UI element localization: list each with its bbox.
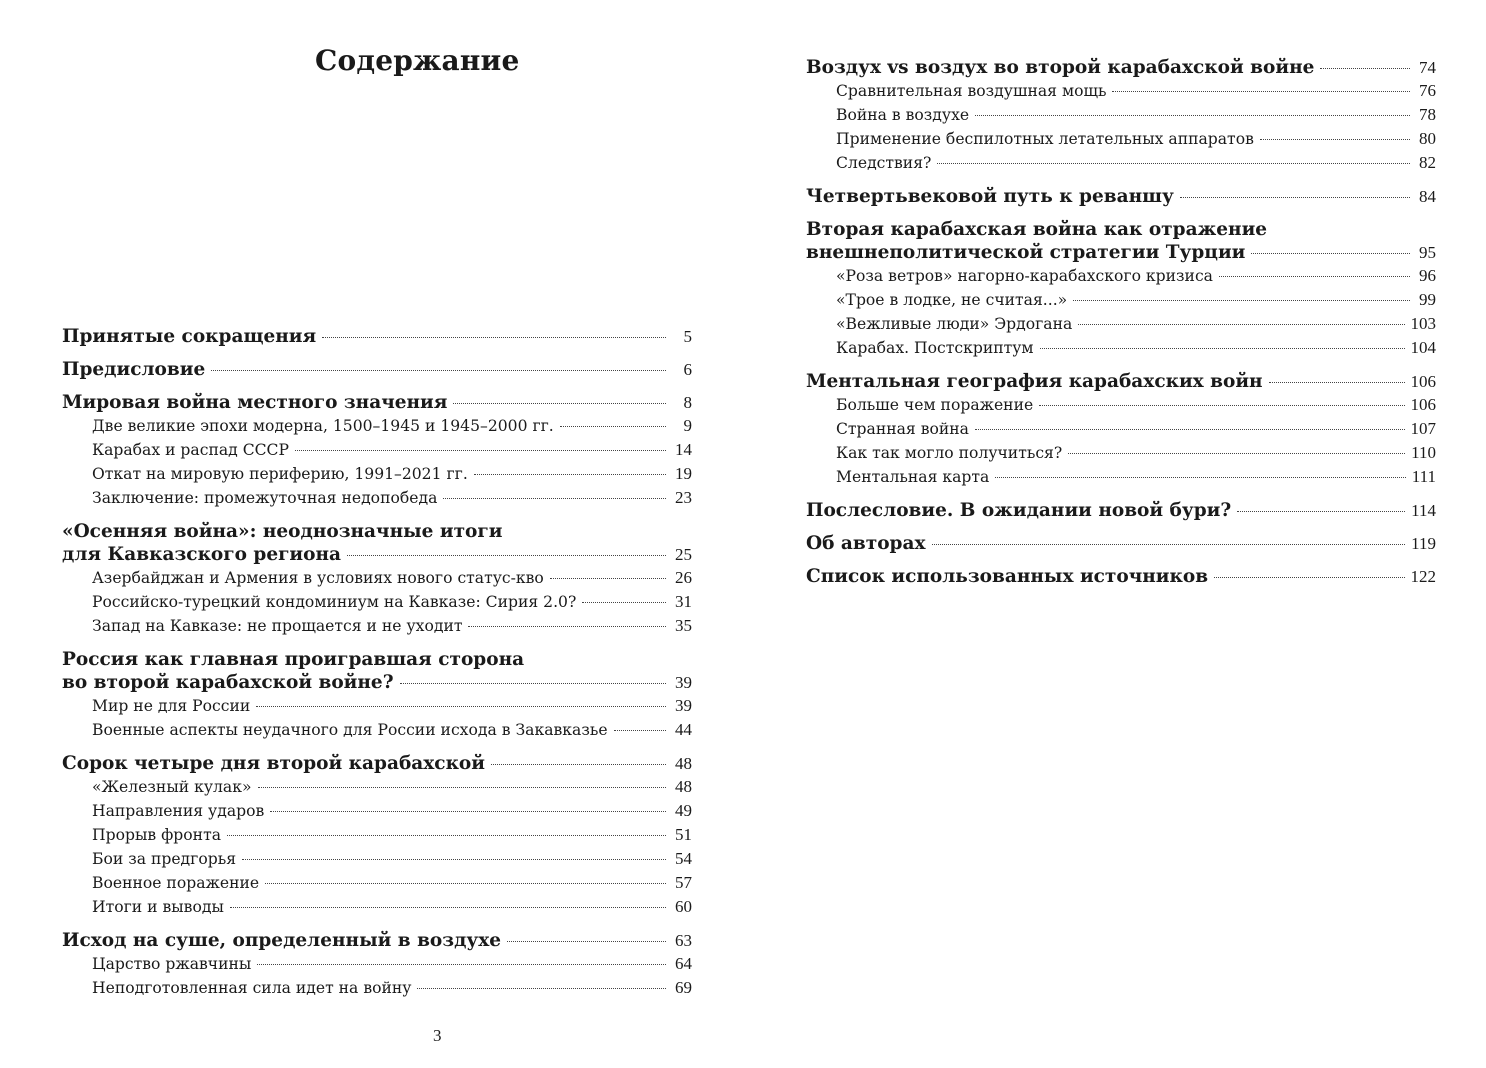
page-title: Содержание [315, 44, 520, 77]
dot-leader [1112, 91, 1410, 92]
toc-section-entry[interactable] [806, 393, 1436, 417]
toc-entry-title: Война в воздухе [836, 106, 970, 124]
toc-entry-title: Об авторах [806, 533, 926, 554]
toc-section-entry[interactable] [62, 566, 692, 590]
dot-leader [582, 602, 666, 603]
toc-entry-page: 99 [1419, 290, 1436, 309]
toc-section-entry[interactable] [62, 462, 692, 486]
toc-section-entry[interactable] [806, 264, 1436, 288]
dot-leader [932, 544, 1406, 545]
toc-entry-page: 54 [675, 849, 692, 868]
toc-chapter-title-line: Россия как главная проигравшая сторона [62, 649, 525, 670]
toc-chapter-entry[interactable] [62, 671, 692, 694]
toc-entry-page: 106 [1410, 372, 1436, 391]
dot-leader [614, 730, 666, 731]
toc-entry-title: Мир не для России [92, 697, 251, 715]
table-of-contents-right [806, 56, 1436, 588]
toc-chapter-entry[interactable] [62, 752, 692, 775]
toc-entry-page: 31 [675, 592, 692, 611]
toc-chapter-entry[interactable] [806, 370, 1436, 393]
toc-entry-page: 76 [1419, 81, 1436, 100]
toc-chapter-title-line: «Осенняя война»: неоднозначные итоги [62, 521, 503, 542]
toc-entry-title: Как так могло получиться? [836, 444, 1063, 462]
toc-entry-page: 64 [675, 954, 692, 973]
dot-leader [295, 450, 666, 451]
dot-leader [468, 626, 666, 627]
toc-section-entry[interactable] [806, 79, 1436, 103]
toc-entry-title: Странная война [836, 420, 969, 438]
toc-entry-page: 84 [1419, 187, 1436, 206]
dot-leader [1237, 511, 1405, 512]
toc-entry-title: во второй карабахской войне? [62, 672, 394, 693]
toc-entry-title: внешнеполитической стратегии Турции [806, 242, 1246, 263]
toc-entry-page: 44 [675, 720, 692, 739]
dot-leader [443, 498, 666, 499]
dot-leader [1068, 453, 1405, 454]
toc-chapter-title-line: Вторая карабахская война как отражение [806, 219, 1268, 240]
toc-entry-title: Азербайджан и Армения в условиях нового статус-кво [92, 569, 544, 587]
toc-entry-title: Карабах и распад СССР [92, 441, 289, 459]
table-of-contents-left [62, 325, 692, 1000]
dot-leader [270, 811, 666, 812]
dot-leader [400, 683, 666, 684]
toc-entry-title: Воздух vs воздух во второй карабахской войне [806, 57, 1315, 78]
toc-chapter-entry[interactable] [62, 358, 692, 381]
toc-entry-title: Мировая война местного значения [62, 392, 448, 413]
toc-entry-page: 60 [675, 897, 692, 916]
toc-chapter-entry[interactable] [806, 499, 1436, 522]
toc-entry-title: Больше чем поражение [836, 396, 1034, 414]
dot-leader [242, 859, 666, 860]
toc-entry-title: Две великие эпохи модерна, 1500–1945 и 1945–2000 гг. [92, 417, 554, 435]
dot-leader [258, 787, 667, 788]
toc-chapter-entry[interactable] [806, 241, 1436, 264]
toc-section-entry[interactable] [806, 312, 1436, 336]
toc-entry-page: 49 [675, 801, 692, 820]
toc-section-entry[interactable] [62, 486, 692, 510]
dot-leader [265, 883, 666, 884]
toc-section-entry[interactable] [806, 151, 1436, 175]
dot-leader [257, 964, 666, 965]
toc-entry-title: «Роза ветров» нагорно-карабахского кризиса [836, 267, 1213, 285]
toc-section-entry[interactable] [62, 614, 692, 638]
dot-leader [1040, 348, 1405, 349]
toc-chapter-entry[interactable] [806, 532, 1436, 555]
toc-entry-page: 26 [675, 568, 692, 587]
toc-section-entry[interactable] [62, 718, 692, 742]
toc-entry-page: 19 [675, 464, 692, 483]
dot-leader [975, 115, 1410, 116]
dot-leader [507, 941, 666, 942]
dot-leader [1073, 300, 1410, 301]
toc-entry-title: Итоги и выводы [92, 898, 224, 916]
toc-entry-page: 107 [1410, 419, 1436, 438]
toc-entry-page: 111 [1411, 467, 1436, 486]
toc-chapter-entry[interactable] [62, 543, 692, 566]
dot-leader [1251, 253, 1410, 254]
toc-entry-page: 104 [1410, 338, 1436, 357]
toc-entry-title: Царство ржавчины [92, 955, 252, 973]
toc-section-entry[interactable] [62, 694, 692, 718]
toc-entry-page: 119 [1411, 534, 1436, 553]
toc-section-entry[interactable] [806, 336, 1436, 360]
toc-entry-page: 69 [675, 978, 692, 997]
toc-entry-page: 48 [675, 777, 692, 796]
toc-entry-page: 78 [1419, 105, 1436, 124]
toc-entry-page: 106 [1410, 395, 1436, 414]
toc-chapter-entry[interactable] [806, 56, 1436, 79]
toc-entry-title: Сравнительная воздушная мощь [836, 82, 1107, 100]
toc-entry-page: 35 [675, 616, 692, 635]
toc-entry-title: Направления ударов [92, 802, 265, 820]
toc-section-entry[interactable] [806, 417, 1436, 441]
dot-leader [474, 474, 666, 475]
dot-leader [550, 578, 666, 579]
toc-entry-page: 23 [675, 488, 692, 507]
toc-entry-title: Послесловие. В ожидании новой бури? [806, 500, 1232, 521]
toc-entry-page: 48 [675, 754, 692, 773]
toc-entry-page: 8 [683, 393, 692, 412]
toc-entry-page: 96 [1419, 266, 1436, 285]
toc-section-entry[interactable] [62, 895, 692, 919]
toc-entry-title: «Трое в лодке, не считая...» [836, 291, 1068, 309]
dot-leader [975, 429, 1405, 430]
toc-entry-title: Список использованных источников [806, 566, 1209, 587]
toc-section-entry[interactable] [62, 823, 692, 847]
toc-entry-title: Прорыв фронта [92, 826, 221, 844]
toc-entry-page: 82 [1419, 153, 1436, 172]
dot-leader [937, 163, 1410, 164]
toc-entry-title: Военное поражение [92, 874, 260, 892]
toc-entry-page: 103 [1410, 314, 1436, 333]
toc-section-entry[interactable] [62, 438, 692, 462]
toc-entry-title: Военные аспекты неудачного для России исхода в Закавказье [92, 721, 608, 739]
toc-entry-title: Исход на суше, определенный в воздухе [62, 930, 502, 951]
toc-entry-title: Откат на мировую периферию, 1991–2021 гг. [92, 465, 468, 483]
toc-entry-page: 25 [675, 545, 692, 564]
toc-section-entry[interactable] [62, 799, 692, 823]
toc-entry-page: 9 [683, 416, 692, 435]
toc-section-entry[interactable] [806, 103, 1436, 127]
toc-entry-page: 39 [675, 696, 692, 715]
toc-entry-page: 5 [683, 327, 692, 346]
toc-entry-title: для Кавказского региона [62, 544, 342, 565]
toc-section-entry[interactable] [62, 590, 692, 614]
page-number: 3 [433, 1026, 442, 1045]
toc-entry-title: Карабах. Постскриптум [836, 339, 1034, 357]
dot-leader [1039, 405, 1404, 406]
toc-entry-page: 95 [1419, 243, 1436, 262]
toc-entry-title: Четвертьвековой путь к реваншу [806, 186, 1174, 207]
toc-entry-page: 74 [1419, 58, 1436, 77]
dot-leader [1214, 577, 1404, 578]
dot-leader [256, 706, 666, 707]
toc-section-entry[interactable] [62, 414, 692, 438]
toc-entry-title: Бои за предгорья [92, 850, 237, 868]
dot-leader [322, 337, 666, 338]
toc-section-entry[interactable] [806, 288, 1436, 312]
toc-entry-title: Запад на Кавказе: не прощается и не уходит [92, 617, 463, 635]
dot-leader [1180, 197, 1410, 198]
toc-chapter-entry[interactable] [62, 391, 692, 414]
toc-section-entry[interactable] [62, 847, 692, 871]
dot-leader [491, 764, 666, 765]
toc-entry-page: 39 [675, 673, 692, 692]
dot-leader [227, 835, 666, 836]
dot-leader [1078, 324, 1404, 325]
dot-leader [211, 370, 666, 371]
toc-entry-title: Заключение: промежуточная недопобеда [92, 489, 438, 507]
toc-entry-title: Применение беспилотных летательных аппаратов [836, 130, 1254, 148]
toc-entry-page: 122 [1410, 567, 1436, 586]
toc-chapter-entry[interactable] [62, 929, 692, 952]
toc-entry-title: Принятые сокращения [62, 326, 317, 347]
toc-section-entry[interactable] [806, 127, 1436, 151]
toc-entry-page: 114 [1411, 501, 1436, 520]
toc-chapter-entry[interactable] [806, 185, 1436, 208]
toc-entry-page: 6 [683, 360, 692, 379]
toc-entry-title: «Вежливые люди» Эрдогана [836, 315, 1073, 333]
dot-leader [1320, 68, 1410, 69]
toc-section-entry[interactable] [806, 465, 1436, 489]
toc-entry-title: Следствия? [836, 154, 932, 172]
toc-entry-title: «Железный кулак» [92, 778, 252, 796]
dot-leader [230, 907, 666, 908]
toc-entry-page: 63 [675, 931, 692, 950]
toc-entry-page: 51 [675, 825, 692, 844]
toc-entry-title: Неподготовленная сила идет на войну [92, 979, 412, 997]
toc-section-entry[interactable] [62, 871, 692, 895]
toc-section-entry[interactable] [806, 441, 1436, 465]
toc-entry-page: 80 [1419, 129, 1436, 148]
dot-leader [1269, 382, 1405, 383]
dot-leader [995, 477, 1405, 478]
toc-chapter-entry[interactable] [806, 565, 1436, 588]
dot-leader [1219, 276, 1410, 277]
toc-entry-title: Ментальная география карабахских войн [806, 371, 1263, 392]
toc-entry-title: Ментальная карта [836, 468, 990, 486]
toc-entry-page: 14 [675, 440, 692, 459]
dot-leader [1260, 139, 1410, 140]
toc-entry-title: Предисловие [62, 359, 206, 380]
dot-leader [347, 555, 666, 556]
toc-entry-page: 57 [675, 873, 692, 892]
dot-leader [417, 988, 666, 989]
toc-section-entry[interactable] [62, 775, 692, 799]
toc-chapter-entry[interactable] [62, 325, 692, 348]
toc-section-entry[interactable] [62, 952, 692, 976]
toc-entry-title: Российско-турецкий кондоминиум на Кавказе: Сирия 2.0? [92, 593, 577, 611]
toc-entry-page: 110 [1411, 443, 1436, 462]
dot-leader [560, 426, 666, 427]
dot-leader [453, 403, 666, 404]
toc-entry-title: Сорок четыре дня второй карабахской [62, 753, 485, 774]
toc-section-entry[interactable] [62, 976, 692, 1000]
